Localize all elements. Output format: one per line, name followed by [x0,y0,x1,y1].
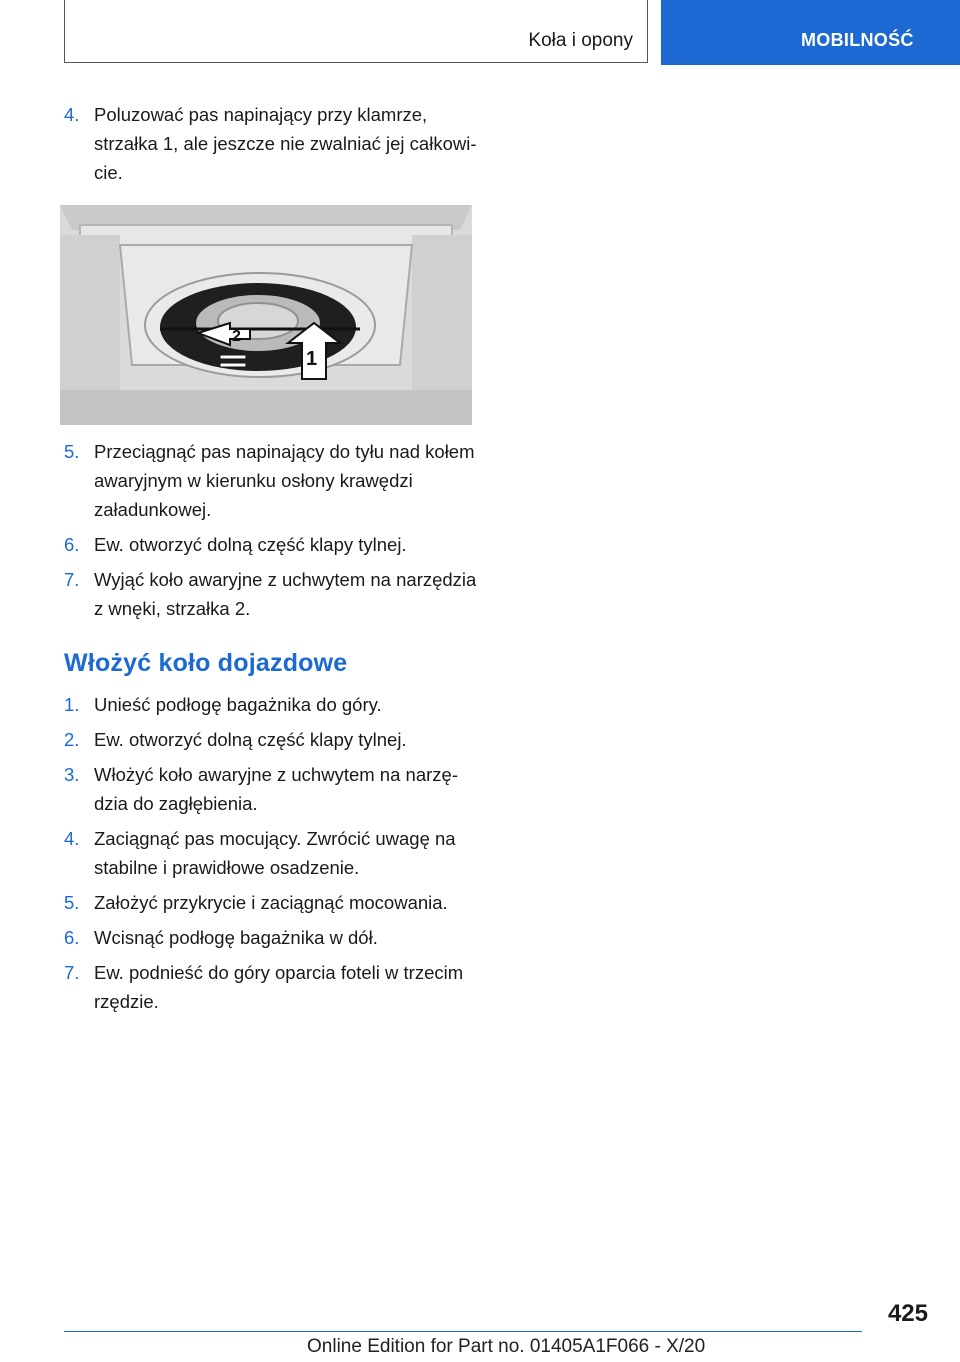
step-text: Wyjąć koło awaryjne z uchwytem na narzędzia z wnęki, strzałka 2. [94,569,477,619]
steps-list-mid [64,437,484,623]
section-heading: Włożyć koło dojazdowe [64,649,348,677]
list-item [64,725,484,754]
step-number: 5. [64,892,80,913]
step-text: Ew. otworzyć dolną część klapy tylnej. [94,534,407,555]
step-number: 1. [64,694,80,715]
page-number: 425 [887,1300,928,1327]
list-item [64,923,484,952]
list-item [64,100,484,187]
step-text: Poluzować pas napinający przy klamrze, strzałka 1, ale jeszcze nie zwalniać jej całkowicie. [94,104,477,183]
list-item [64,958,484,1016]
chapter-label: MOBILNOŚĆ [801,30,914,50]
chapter-tab[interactable] [661,0,960,65]
step-text: Wcisnąć podłogę bagażnika w dół. [94,927,378,948]
section-title: Koła i opony [528,30,633,51]
step-number: 3. [64,764,80,785]
callout-2: 2 [232,328,241,345]
step-text: Ew. podnieść do góry oparcia foteli w trzecim rzędzie. [94,962,464,1012]
steps-list-top [64,100,484,187]
step-number: 7. [64,569,80,590]
list-item [64,530,484,559]
step-text: Założyć przykrycie i zaciągnąć mocowania. [94,892,448,913]
step-number: 5. [64,441,80,462]
list-item [64,437,484,524]
step-text: Włożyć koło awaryjne z uchwytem na narzędzia do zagłębienia. [94,764,458,814]
footer-divider [64,1331,862,1332]
footer-edition-text: Online Edition for Part no. 01405A1F066 - X/20 [307,1336,706,1357]
list-item [64,690,484,719]
step-number: 4. [64,104,80,125]
list-item [64,565,484,623]
list-item [64,824,484,882]
spare-wheel-illustration [60,205,472,425]
step-text: Przeciągnąć pas napinający do tyłu nad kołem awaryjnym w kierunku osłony krawędzi załadunkowej. [94,441,475,520]
header-section-box [64,0,648,63]
list-item [64,760,484,818]
step-number: 4. [64,828,80,849]
list-item [64,888,484,917]
step-number: 6. [64,534,80,555]
step-number: 7. [64,962,80,983]
step-text: Zaciągnąć pas mocujący. Zwrócić uwagę na stabilne i prawidłowe osadzenie. [94,828,456,878]
step-text: Unieść podłogę bagażnika do góry. [94,694,382,715]
steps-list-bottom [64,690,484,1016]
page-content [64,100,484,1022]
step-text: Ew. otworzyć dolną część klapy tylnej. [94,729,407,750]
callout-1: 1 [306,348,318,370]
step-number: 2. [64,729,80,750]
step-number: 6. [64,927,80,948]
